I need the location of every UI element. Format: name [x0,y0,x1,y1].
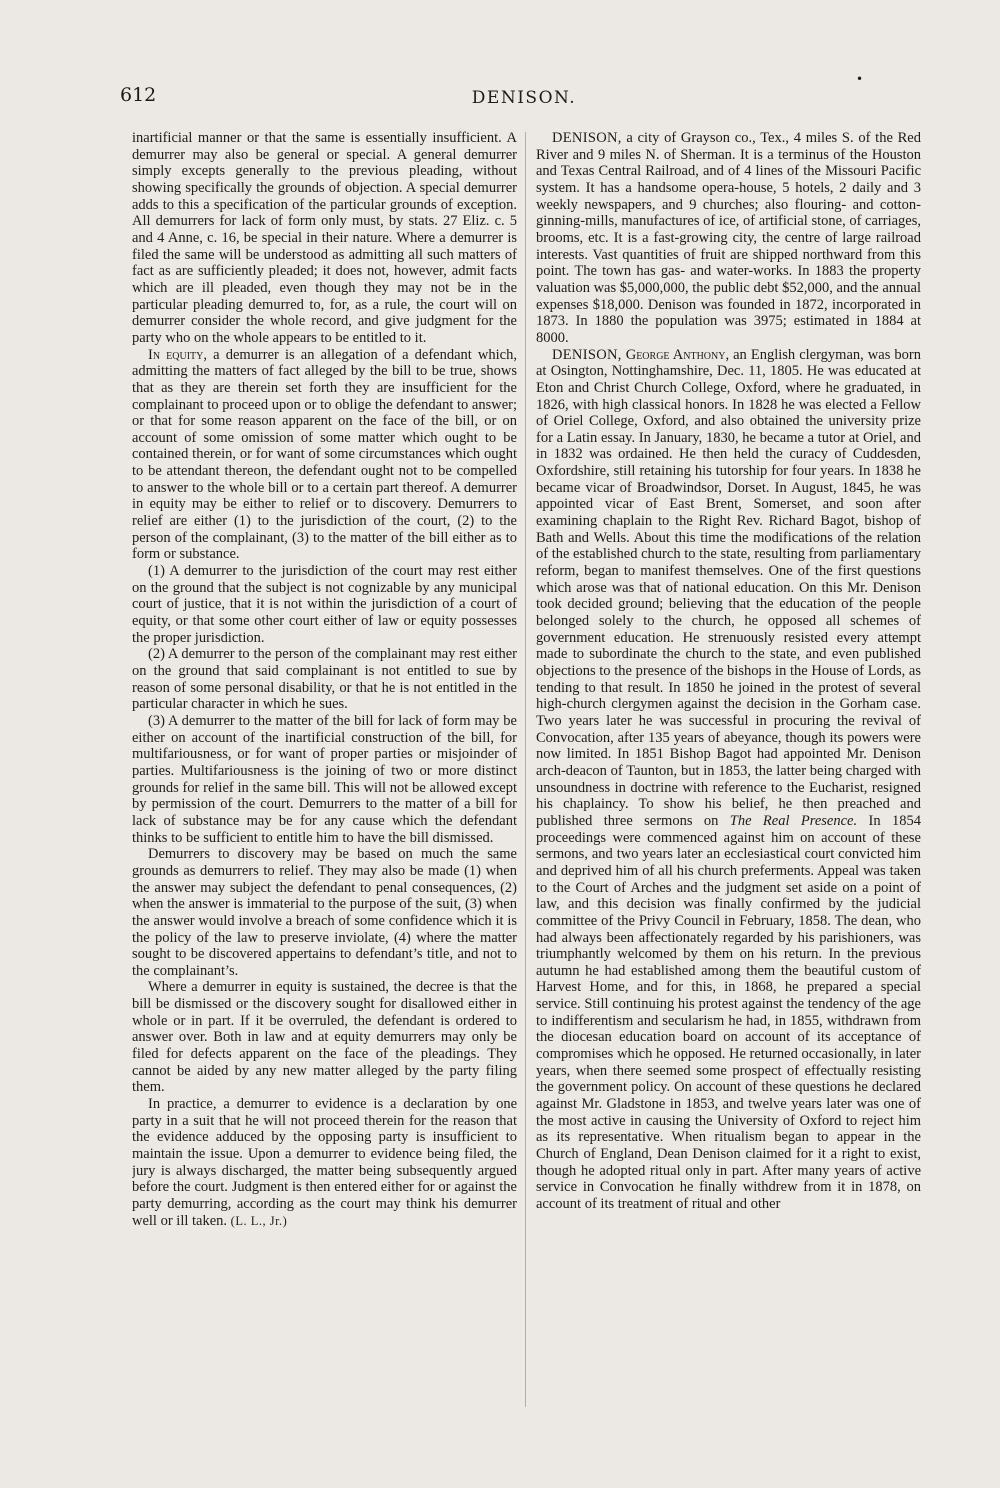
author-signature: (L. L., Jr.) [230,1213,288,1228]
paragraph-demurrer-general: inartificial manner or that the same is essentially insufficient. A demurrer may also be general or special. A general demurrer simply excepts generally to the previous pleading, without showing specifically the grounds of objection. A special demurrer adds to this a specification of the particular grounds of exception. All demurrers for lack of form only must, by stats. 27 Eliz. c. 5 and 4 Anne, c. 16, be special in their nature. Where a demurrer is filed the same will be understood as admitting all such matters of fact as are sufficiently pleaded; it does not, however, admit facts which are ill pleaded, even though they may not be in the particular pleading demurred to, for, as a rule, the court will on demurrer consider the whole record, and give judgment for the party who on the whole appears to be entitled to it. [132,130,517,346]
right-column [536,130,921,1405]
printer-speck: • [856,72,864,86]
entry-heading-denison: DENISON, [552,346,622,363]
paragraph-in-equity [132,347,517,564]
paragraph-matter-of-bill: (3) A demurrer to the matter of the bill for lack of form may be either on account of the inartificial construction of the bill, for multifariousness, or for want of proper parties or misjoinder of parties. Multifariousness is the joining of two or more distinct grounds for relief in the same bill. This will not be allowed except by permission of the court. Demurrers to the matter of a bill for lack of substance may be for any cause which the defendant thinks to be sufficient to entitle him to have the bill dismissed. [132,712,517,846]
entry-denison-george-anthony [536,347,921,1213]
page-number: 612 [120,84,157,106]
paragraph-jurisdiction: (1) A demurrer to the jurisdiction of the court may rest either on the ground that the subject is not cognizable by any municipal court of justice, that it is not within the jurisdiction of a court of equity, or that some other court either of law or equity possesses the proper jurisdiction. [132,563,517,646]
page-header [120,72,928,114]
entry-denison-city [536,130,921,347]
entry-denison-city-text: a city of Grayson co., Tex., 4 miles S. of the Red River and 9 miles N. of Sherman. It is a terminus of the Houston and Texas Central Railroad, and of 4 lines of the Missouri Pacific system. It has a handsome opera-house, 5 hotels, 2 daily and 3 weekly newspapers, and 9 churches; also flouring- and cotton-ginning-mills, manufactures of ice, of artificial stone, of carriages, brooms, etc. It is a fast-growing city, the centre of large railroad interests. Vast quantities of fruit are shipped northward from this point. The town has gas- and water-works. In 1883 the property valuation was $5,000,000, the public debt $52,000, and the annual expenses $18,000. Denison was founded in 1872, incorporated in 1873. In 1880 the population was 3975; estimated in 1884 at 8000. [536,130,921,346]
sermon-title: The Real Presence. [729,812,858,829]
entry-heading-denison-city: DENISON, [552,130,622,146]
paragraph-in-practice-text: In practice, a demurrer to evidence is a declaration by one party in a suit that he will not proceed therein for the reason that the evidence adduced by the opposing party is insufficient to maintain the issue. Upon a demurrer to evidence being filed, the jury is always discharged, the matter being subsequently argued before the court. Judgment is then entered either for or against the party demurring, according as the court may think his demurrer well or ill taken. [132,1096,517,1229]
column-divider [525,132,526,1407]
paragraph-person-of-complainant: (2) A demurrer to the person of the complainant may rest either on the ground that said complainant is not entitled to sue by reason of some personal disability, or that he is not entitled in the particular character in which he sues. [132,646,517,713]
left-column [132,130,517,1405]
run-in-heading-in-equity: In equity, [148,346,208,363]
entry-name-george-anthony: George Anthony, [625,346,730,363]
running-head: DENISON. [471,88,577,108]
paragraph-sustained: Where a demurrer in equity is sustained, the decree is that the bill be dismissed or the discovery sought for disallowed either in whole or in part. If it be overruled, the defendant is ordered to answer over. Both in law and at equity demurrers may only be filed for defects apparent on the face of the pleadings. They cannot be aided by any new matter alleged by the party filing them. [132,979,517,1096]
paragraph-in-equity-text: a demurrer is an allegation of a defendant which, admitting the matters of fact alleged by the bill to be true, shows that as they are therein set forth they are insufficient for the complainant to proceed upon or to oblige the defendant to answer; or that for some reason apparent on the face of the bill, or on account of some omission of some matter which ought to be contained therein, or for want of some circumstances which ought to be attendant thereon, the defendant ought not to be compelled to answer to the whole bill or to a certain part thereof. A demurrer in equity may be either to relief or to discovery. Demurrers to relief are either (1) to the jurisdiction of the court, (2) to the person of the complainant, (3) to the matter of the bill either as to form or substance. [132,346,517,563]
paragraph-discovery: Demurrers to discovery may be based on much the same grounds as demurrers to relief. They may also be made (1) when the answer may subject the defendant to penal consequences, (2) when the answer is immaterial to the purpose of the suit, (3) when the answer would involve a breach of some confidence which it is the policy of the law to preserve inviolate, (4) where the matter sought to be discovered appertains to defendant’s title, and not to the complainant’s. [132,846,517,979]
entry-biography-part-1: an English clergyman, was born at Osington, Nottinghamshire, Dec. 11, 1805. He was educated at Eton and Christ Church College, Oxford, where he graduated, in 1826, with high classical honors. In 1828 he was elected a Fellow of Oriel College, Oxford, and also obtained the university prize for a Latin essay. In January, 1830, he became a tutor at Oriel, and in 1832 was ordained. He then held the curacy of Cuddesden, Oxfordshire, still retaining his tutorship for four years. In 1838 he became vicar of Broadwindsor, Dorset. In August, 1845, he was appointed vicar of East Brent, Somerset, and soon after examining chaplain to the Right Rev. Richard Bagot, bishop of Bath and Wells. About this time the modifications of the relation of the established church to the state, resulting from parliamentary reform, began to manifest themselves. One of the first questions which arose was that of national education. On this Mr. Denison took decided ground; believing that the education of the people belonged solely to the church, he opposed all schemes of government education. He strenuously resisted every attempt made to subordinate the church to the state, and even published objections to the presence of the bishops in the House of Lords, as tending to that result. In 1850 he joined in the protest of several high-church clergymen against the decision in the Gorham case. Two years later he was successful in procuring the revival of Convocation, after 135 years of abeyance, though its powers were now limited. In 1851 Bishop Bagot had appointed Mr. Denison arch-deacon of Taunton, but in 1853, the latter being charged with unsoundness in doctrine with reference to the Eucharist, resigned his chaplaincy. To show his belief, he then preached and published three sermons on [536,346,921,829]
entry-biography-part-2: In 1854 proceedings were commenced against him on account of these sermons, and two years later an ecclesiastical court convicted him and deprived him of all his church preferments. Appeal was taken to the Court of Arches and the judgment set aside on a point of law, and this decision was finally confirmed by the judicial committee of the Privy Council in February, 1858. The dean, who had always been affectionately regarded by his parishioners, was triumphantly welcomed by them on his return. In the previous autumn he had established among them the beautiful custom of Harvest Home, and for this, in 1868, he prepared a special service. Still continuing his protest against the tendency of the age to indifferentism and secularism he had, in 1855, withdrawn from the diocesan education board on account of its acceptance of compromises which he opposed. He returned occasionally, in later years, when there seemed some prospect of effectually resisting the government policy. On account of these questions he declared against Mr. Gladstone in 1853, and twelve years later was one of the most active in causing the University of Oxford to reject him as its representative. When ritualism began to appear in the Church of England, Dean Denison claimed for it a right to exist, though he adopted ritual only in part. After many years of active service in Convocation he finally withdrew from it in 1878, on account of its treatment of ritual and other [536,812,921,1212]
paragraph-in-practice [132,1096,517,1229]
